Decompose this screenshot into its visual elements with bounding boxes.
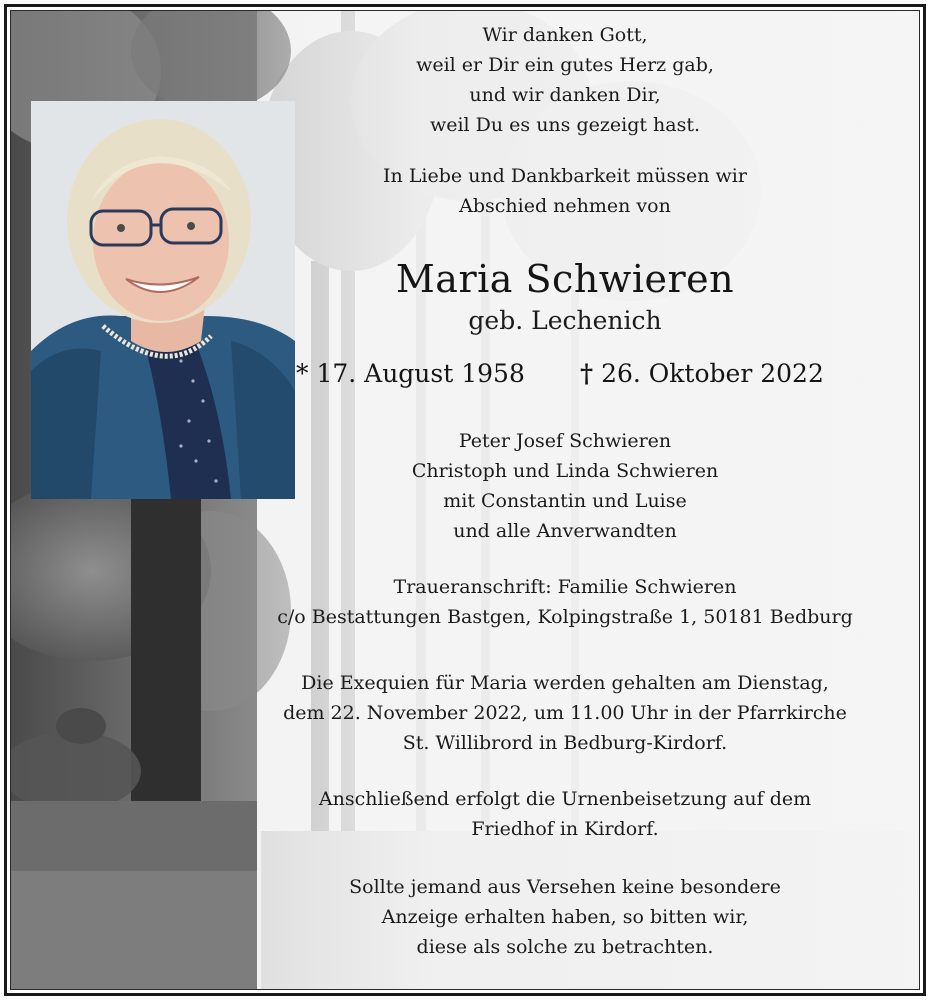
service-line: Die Exequien für Maria werden gehalten am Dienstag, <box>301 672 829 694</box>
notice-line: Sollte jemand aus Versehen keine besondere <box>349 876 781 898</box>
cross-icon: † <box>580 359 594 388</box>
address-line: c/o Bestattungen Bastgen, Kolpingstraße 1, 50181 Bedburg <box>277 606 853 628</box>
deceased-name: Maria Schwieren <box>395 257 735 301</box>
farewell-line: Abschied nehmen von <box>459 195 671 217</box>
notice-line: Anzeige erhalten haben, so bitten wir, <box>381 906 749 928</box>
notice-line: diese als solche zu betrachten. <box>416 936 714 958</box>
urn-burial-info <box>250 784 880 844</box>
maiden-name: geb. Lechenich <box>468 306 662 335</box>
death-date: 26. Oktober 2022 <box>601 359 824 388</box>
poem-line: weil Du es uns gezeigt hast. <box>429 114 701 136</box>
farewell-line: In Liebe und Dankbarkeit müssen wir <box>383 165 747 187</box>
mourner: Peter Josef Schwieren <box>458 430 672 452</box>
urn-line: Anschließend erfolgt die Urnenbeisetzung auf dem <box>318 788 812 810</box>
service-line: dem 22. November 2022, um 11.00 Uhr in der Pfarrkirche <box>283 702 847 724</box>
birth-date: * 17. August 1958 <box>296 359 525 388</box>
death-date-row <box>580 356 824 392</box>
poem-line: und wir danken Dir, <box>469 84 661 106</box>
urn-line: Friedhof in Kirdorf. <box>471 818 659 840</box>
service-line: St. Willibrord in Bedburg-Kirdorf. <box>402 732 728 754</box>
funeral-service-info <box>250 668 880 758</box>
address-line: Traueranschrift: Familie Schwieren <box>393 576 737 598</box>
notice-text <box>250 872 880 962</box>
poem-verse <box>250 20 880 140</box>
mourning-address <box>250 572 880 632</box>
poem-line: Wir danken Gott, <box>482 24 648 46</box>
farewell-text <box>250 161 880 221</box>
mourner: und alle Anverwandten <box>453 520 677 542</box>
mourner: Christoph und Linda Schwieren <box>411 460 719 482</box>
mourner: mit Constantin und Luise <box>443 490 687 512</box>
mourners-list <box>250 426 880 546</box>
poem-line: weil er Dir ein gutes Herz gab, <box>416 54 714 76</box>
